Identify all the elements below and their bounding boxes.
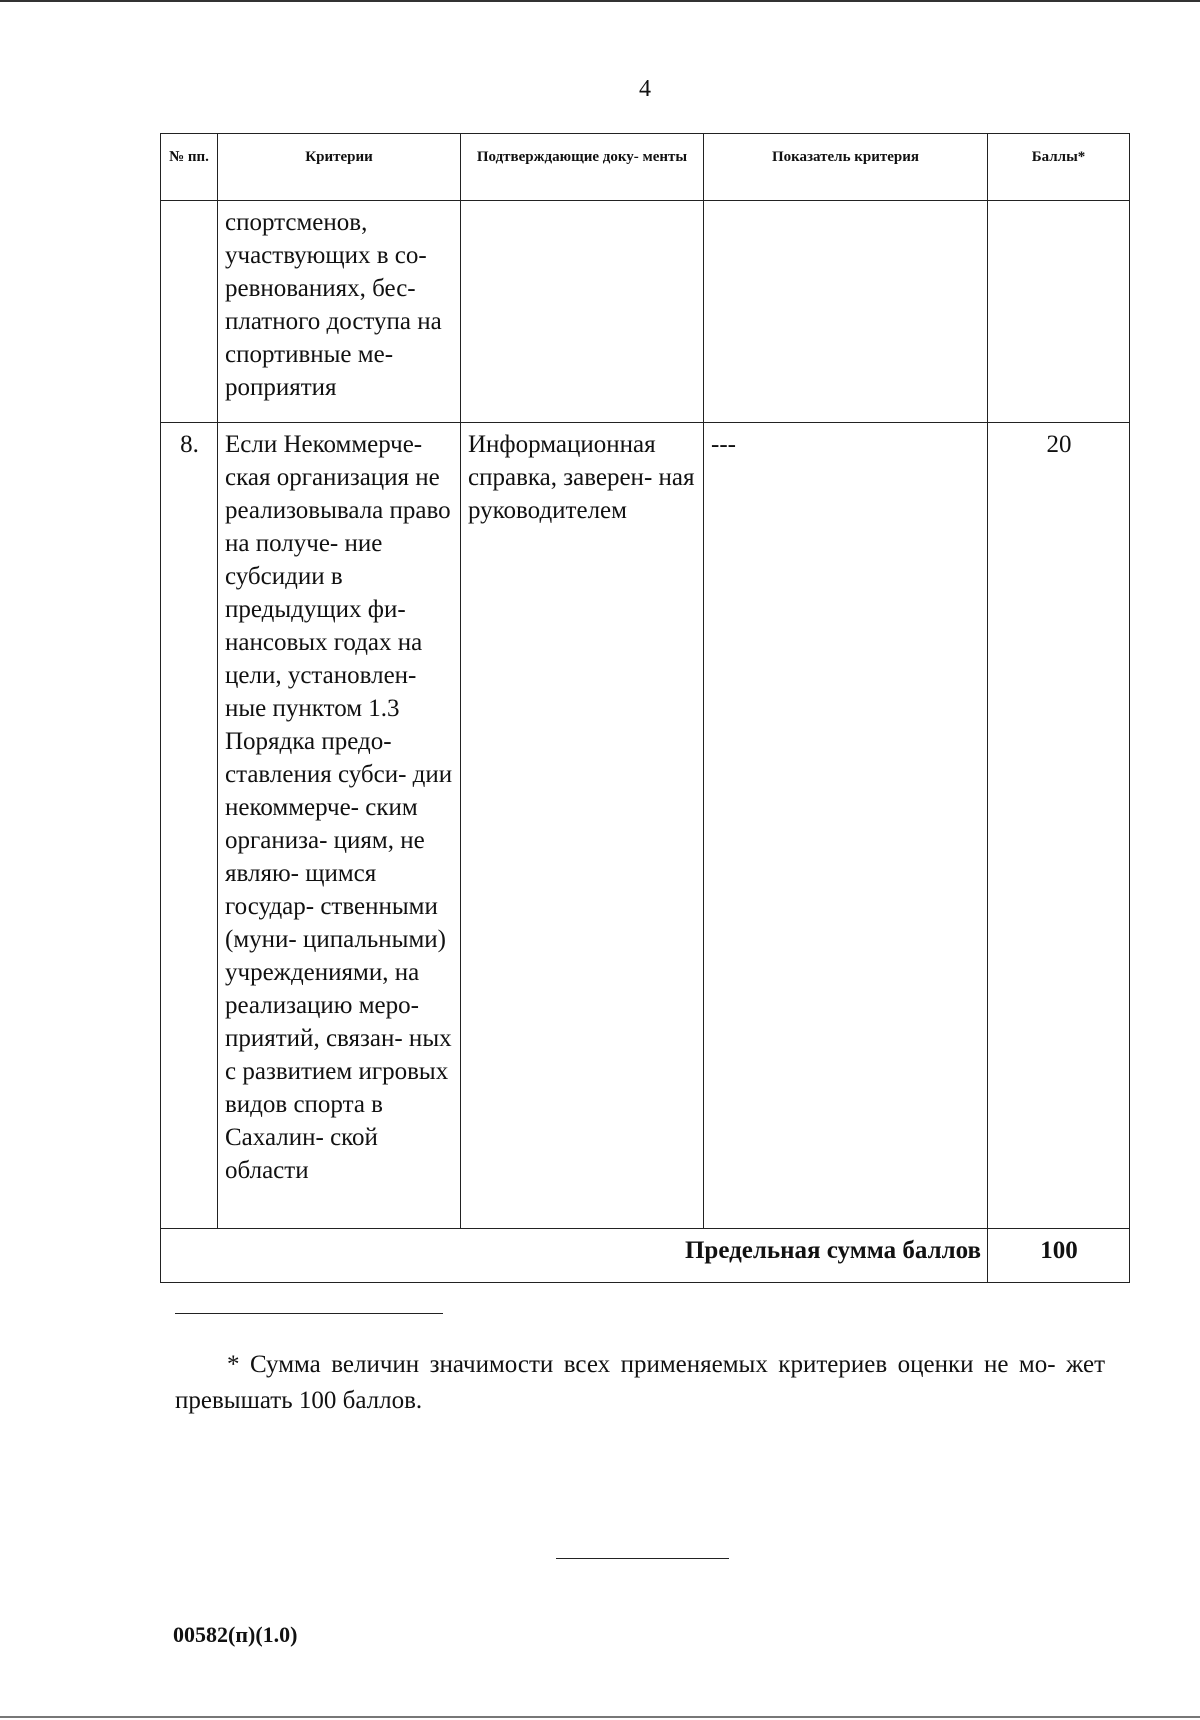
table-row (161, 423, 1130, 1229)
footnote-divider (175, 1313, 443, 1314)
row-points: 20 (988, 423, 1130, 1229)
row-points (988, 201, 1130, 423)
row-indicator: --- (704, 423, 988, 1229)
header-points: Баллы* (988, 134, 1130, 201)
row-number: 8. (161, 423, 218, 1229)
total-value: 100 (988, 1229, 1130, 1283)
row-criterion: Если Некоммерче- ская организация не реализовывала право на получе- ние субсидии в предыдущих фи- нансовых годах на цели, установлен- ные пунктом 1.3 Порядка предо- ставления субси- дии некоммерче- ским организа- циям, не являю- щимся государ- ственными (муни- ципальными) учреждениями, на реализацию меро- приятий, связан- ных с развитием игровых видов спорта в Сахалин- ской области (218, 423, 461, 1229)
total-label: Предельная сумма баллов (161, 1229, 988, 1283)
end-divider (556, 1558, 729, 1559)
row-criterion: спортсменов, участвующих в со- ревнованиях, бес- платного доступа на спортивные ме- роприятия (218, 201, 461, 423)
header-criteria: Критерии (218, 134, 461, 201)
page-number: 4 (639, 76, 651, 102)
row-documents: Информационная справка, заверен- ная руководителем (461, 423, 704, 1229)
header-documents: Подтверждающие доку- менты (461, 134, 704, 201)
scan-bottom-edge (0, 1716, 1200, 1718)
document-code: 00582(п)(1.0) (173, 1622, 298, 1647)
scan-top-edge (0, 0, 1200, 2)
criteria-table (160, 133, 1130, 1283)
total-row (161, 1229, 1130, 1283)
table-header-row (161, 134, 1130, 201)
footnote: * Сумма величин значимости всех применяемых критериев оценки не мо- жет превышать 100 баллов. (175, 1351, 1105, 1414)
table-row (161, 201, 1130, 423)
header-indicator: Показатель критерия (704, 134, 988, 201)
row-number (161, 201, 218, 423)
row-documents (461, 201, 704, 423)
row-indicator (704, 201, 988, 423)
header-number: № пп. (161, 134, 218, 201)
